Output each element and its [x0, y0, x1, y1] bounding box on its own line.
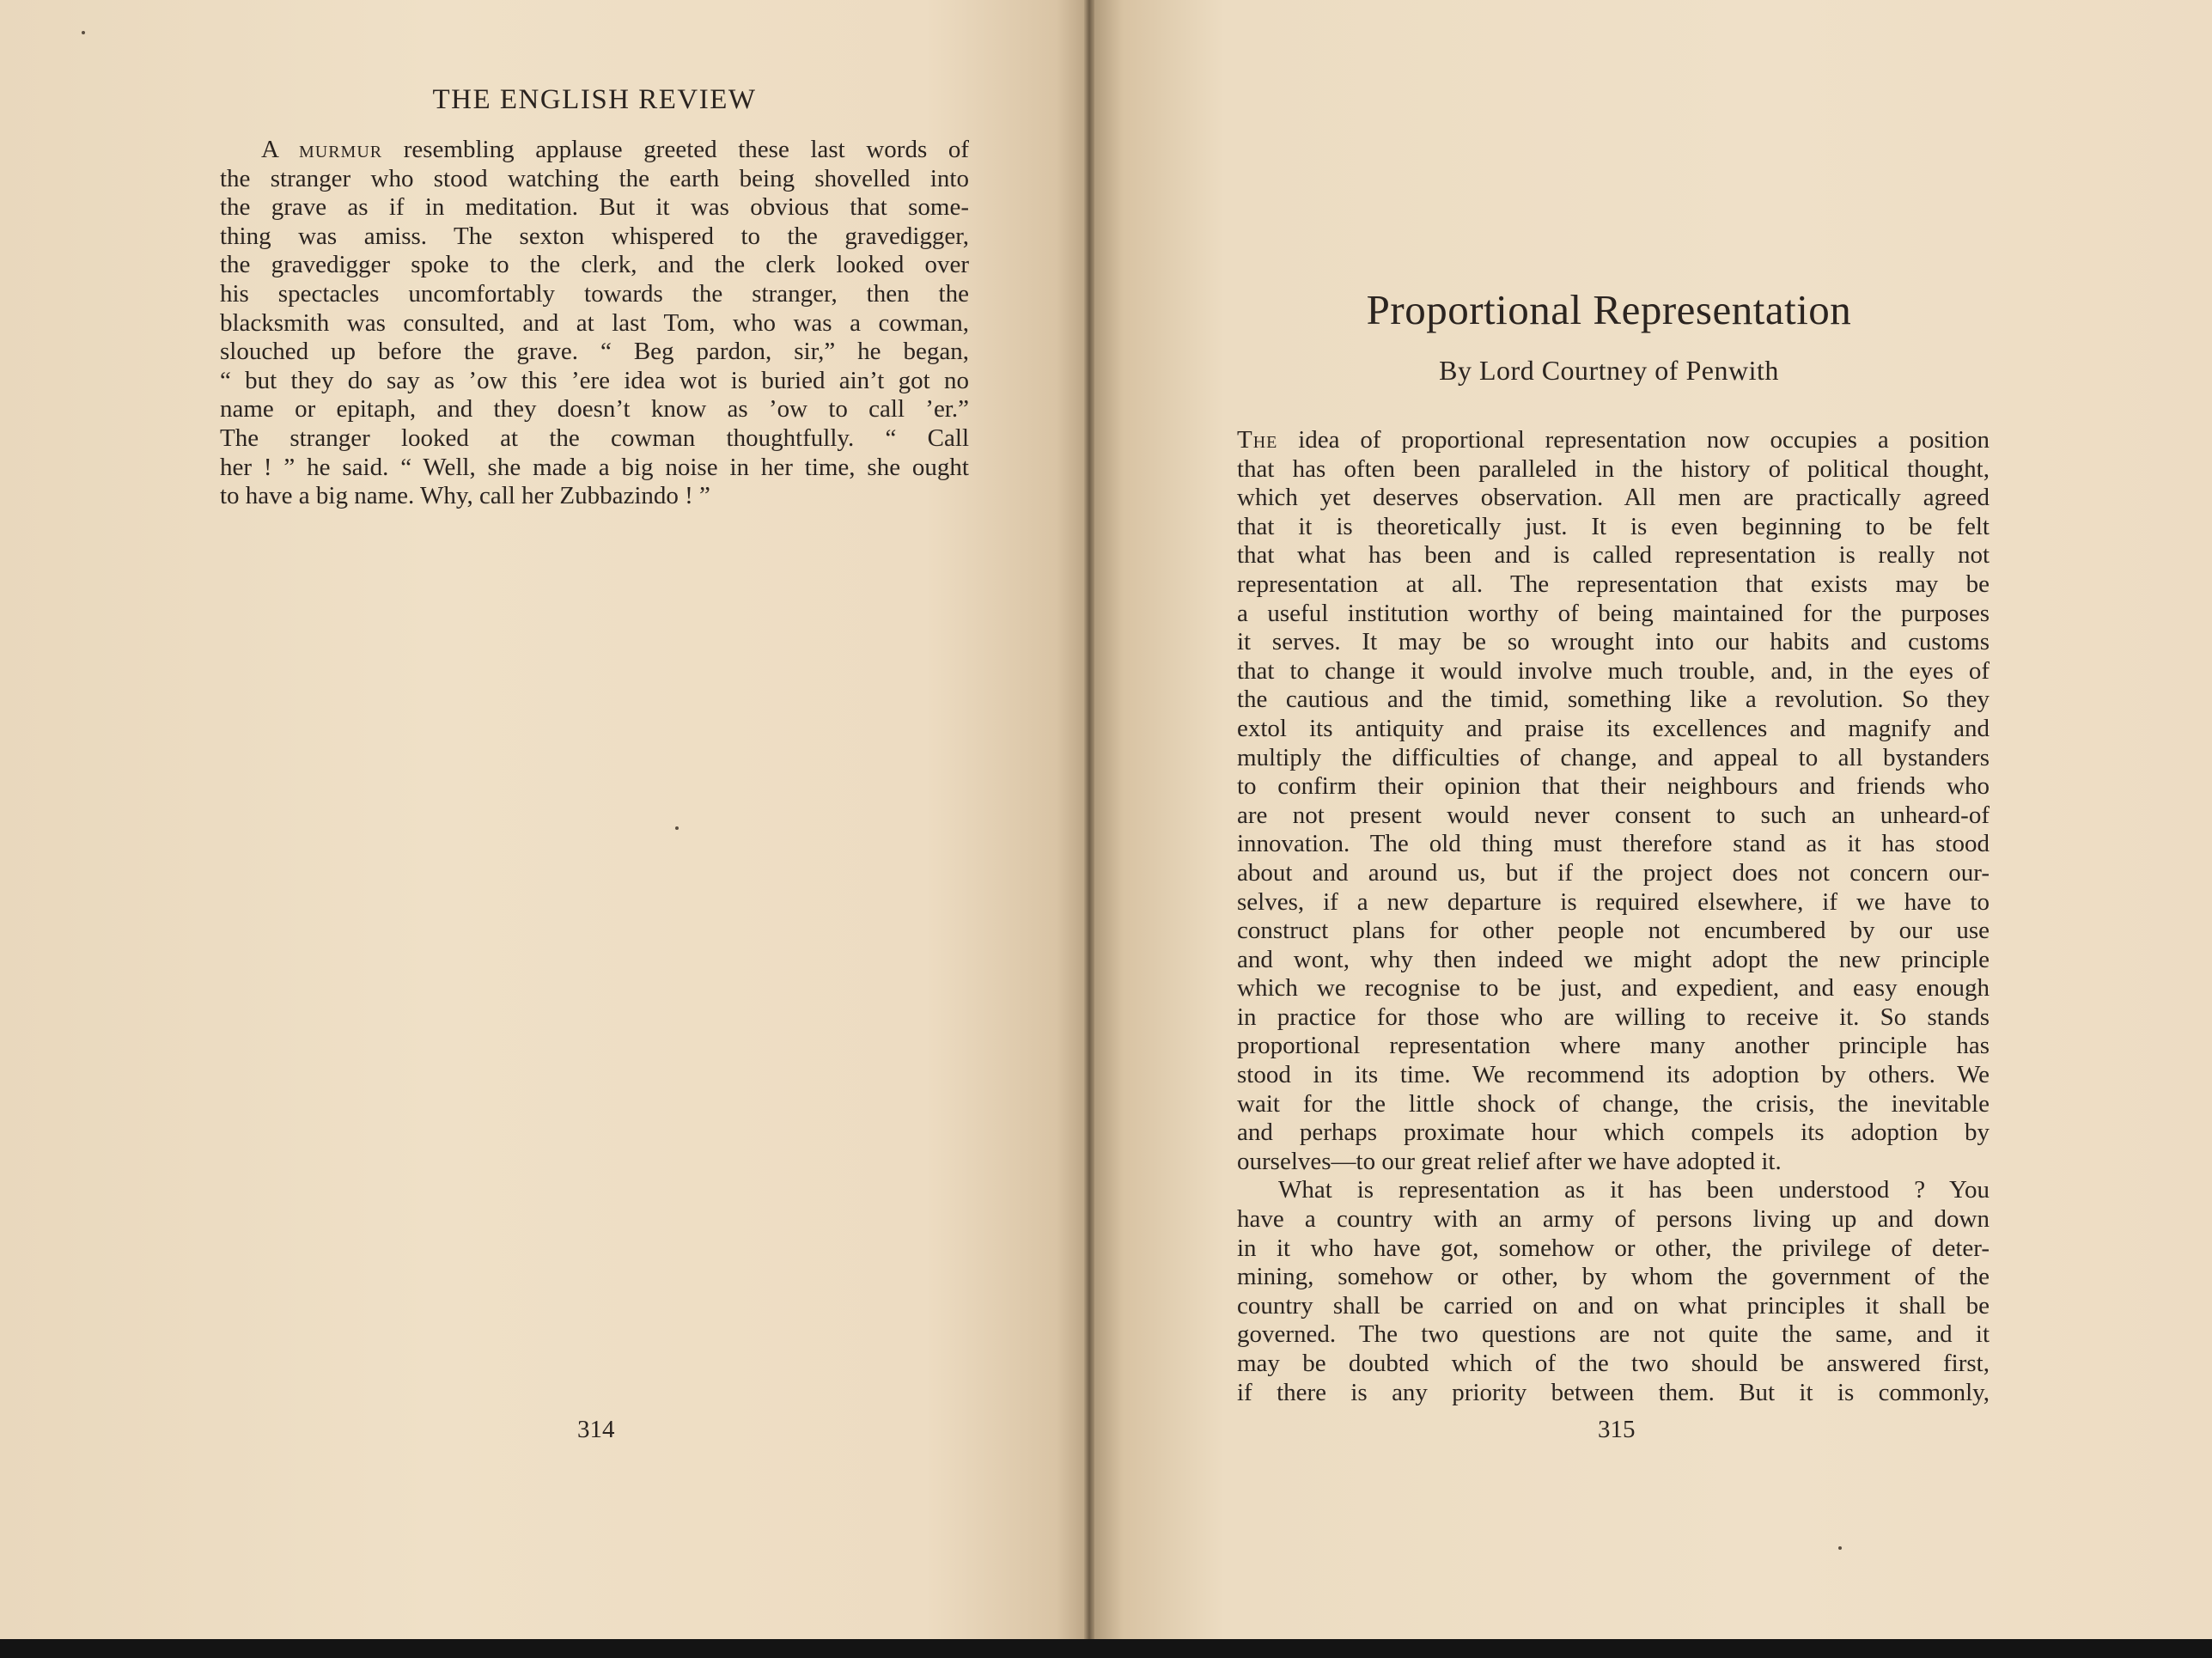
paper-speck [1838, 1546, 1842, 1550]
text-line: and perhaps proximate hour which compels its adoption by [1237, 1119, 1990, 1147]
paper-speck [82, 31, 85, 34]
text-line [220, 136, 969, 165]
text-line: if there is any priority between them. But it is commonly, [1237, 1378, 1990, 1406]
text-line: are not present would never consent to such an unheard-of [1237, 801, 1990, 829]
line-text: resembling applause greeted these last words of [403, 136, 969, 163]
text-line: the gravedigger spoke to the clerk, and the clerk looked over [220, 251, 969, 279]
text-line: wait for the little shock of change, the crisis, the inevitable [1237, 1089, 1990, 1118]
text-line: governed. The two questions are not quite the same, and it [1237, 1320, 1990, 1349]
text-line: and wont, why then indeed we might adopt the new principle [1237, 945, 1990, 973]
text-line: slouched up before the grave. “ Beg pardon, sir,” he began, [220, 338, 969, 366]
text-line: thing was amiss. The sexton whispered to the gravedigger, [220, 222, 969, 250]
page-number: 314 [577, 1416, 615, 1443]
article-byline: By Lord Courtney of Penwith [1439, 355, 1779, 386]
text-line: proportional representation where many another principle has [1237, 1032, 1990, 1060]
text-line: which we recognise to be just, and expedient, and easy enough [1237, 974, 1990, 1003]
text-line: to have a big name. Why, call her Zubbazindo ! ” [220, 482, 710, 510]
text-line: The stranger looked at the cowman thoughtfully. “ Call [220, 424, 969, 452]
text-line: selves, if a new departure is required elsewhere, if we have to [1237, 887, 1990, 916]
text-line: innovation. The old thing must therefore stand as it has stood [1237, 830, 1990, 858]
opening-smallcaps: The [1237, 426, 1278, 454]
text-line: stood in its time. We recommend its adoption by others. We [1237, 1061, 1990, 1089]
text-line: extol its antiquity and praise its excellences and magnify and [1237, 714, 1990, 742]
left-page-text [220, 136, 969, 511]
text-line: name or epitaph, and they doesn’t know as ’ow to call ’er.” [220, 395, 969, 424]
text-line [1237, 426, 1990, 455]
scan-edge-bottom [0, 1639, 2212, 1658]
opening-word: A [261, 136, 278, 163]
text-line: mining, somehow or other, by whom the government of the [1237, 1263, 1990, 1291]
text-line: construct plans for other people not encumbered by our use [1237, 917, 1990, 945]
text-line: ourselves—to our great relief after we have adopted it. [1237, 1147, 1782, 1175]
text-line: that to change it would involve much trouble, and, in the eyes of [1237, 656, 1990, 685]
page-number: 315 [1598, 1416, 1636, 1443]
text-line: have a country with an army of persons living up and down [1237, 1205, 1990, 1234]
line-text: idea of proportional representation now occupies a position [1298, 426, 1990, 454]
text-line: about and around us, but if the project does not concern our- [1237, 858, 1990, 887]
text-line: a useful institution worthy of being maintained for the purposes [1237, 599, 1990, 627]
text-line: country shall be carried on and on what principles it shall be [1237, 1291, 1990, 1320]
text-line: that has often been paralleled in the history of political thought, [1237, 454, 1990, 483]
text-line: blacksmith was consulted, and at last Tom, who was a cowman, [220, 308, 969, 337]
text-line: What is representation as it has been understood ? You [1278, 1176, 1990, 1204]
text-line: in it who have got, somehow or other, the privilege of deter- [1237, 1234, 1990, 1262]
left-page [0, 0, 1089, 1658]
text-line: his spectacles uncomfortably towards the stranger, then the [220, 279, 969, 308]
text-line: the grave as if in meditation. But it was obvious that some- [220, 193, 969, 222]
text-line: it serves. It may be so wrought into our habits and customs [1237, 628, 1990, 656]
book-gutter [1084, 0, 1094, 1658]
text-line: in practice for those who are willing to receive it. So stands [1237, 1003, 1990, 1031]
text-line: to confirm their opinion that their neighbours and friends who [1237, 772, 1990, 801]
opening-smallcaps: murmur [298, 136, 383, 163]
text-line: that it is theoretically just. It is even beginning to be felt [1237, 512, 1990, 540]
text-line: the cautious and the timid, something like a revolution. So they [1237, 686, 1990, 714]
text-line: representation at all. The representation that exists may be [1237, 570, 1990, 598]
right-page-text [1237, 426, 1990, 1407]
article-title: Proportional Representation [1366, 286, 1852, 333]
text-line: “ but they do say as ’ow this ’ere idea wot is buried ain’t got no [220, 366, 969, 394]
text-line: her ! ” he said. “ Well, she made a big noise in her time, she ought [220, 453, 969, 481]
text-line: that what has been and is called representation is really not [1237, 541, 1990, 570]
text-line: multiply the difficulties of change, and appeal to all bystanders [1237, 743, 1990, 771]
text-line: may be doubted which of the two should be answered first, [1237, 1350, 1990, 1377]
running-head: THE ENGLISH REVIEW [432, 84, 757, 115]
text-line: the stranger who stood watching the earth being shovelled into [220, 164, 969, 192]
paper-speck [675, 826, 679, 830]
text-line: which yet deserves observation. All men are practically agreed [1237, 484, 1990, 512]
